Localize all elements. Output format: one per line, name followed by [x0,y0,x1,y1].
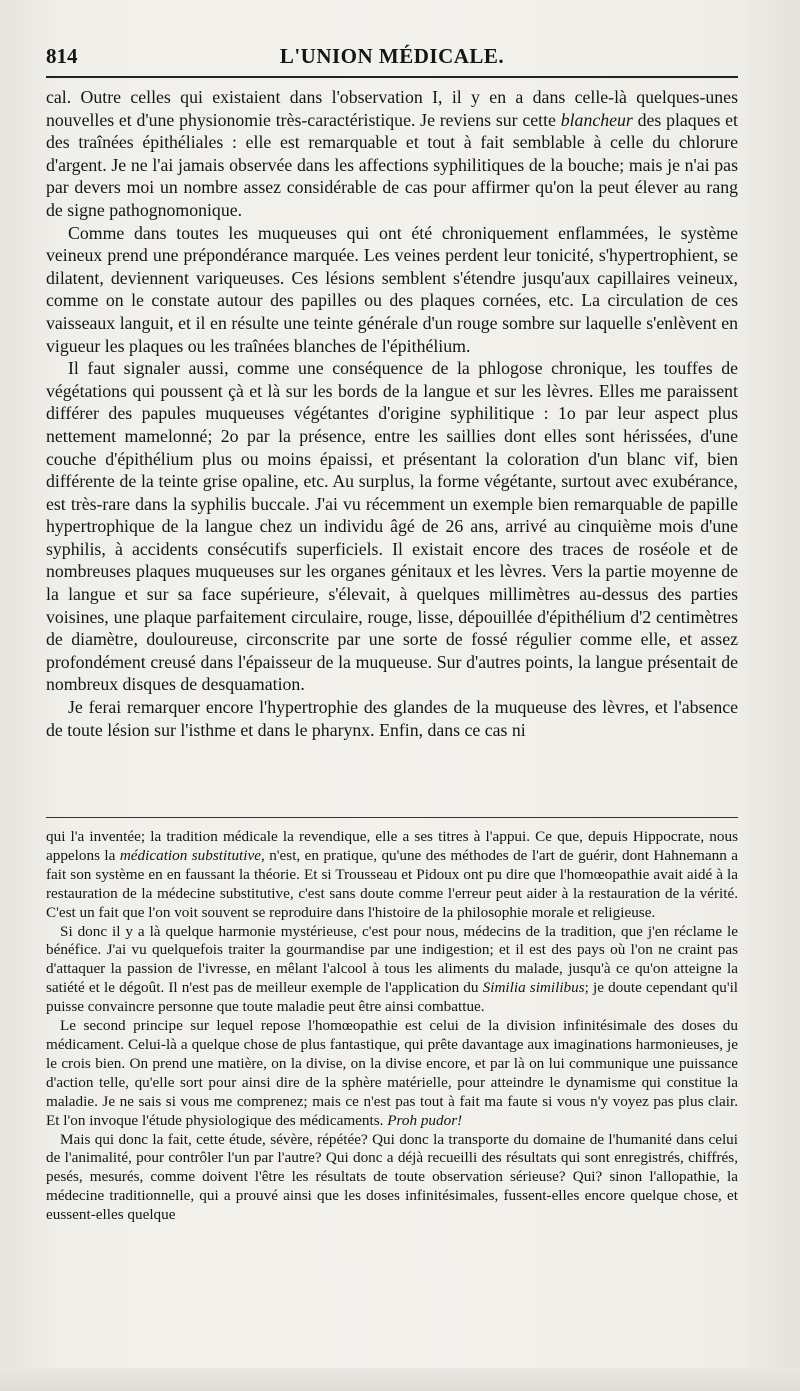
italic-term: Similia similibus [482,979,585,997]
italic-term: médication substitutive [119,846,261,864]
footnote-paragraph: Mais qui donc la fait, cette étude, sévère, répétée? Qui donc la transporte du domaine de l'humanité dans celui de l'animalité, pour contrôler l'un par l'autre? Qui donc a déjà recueilli des résultats qui sont enregistrés, chiffrés, pesés, mesurés, comme doivent l'être les résultats de toute observation sérieuse? Qui? sinon l'allopathie, la médecine traditionnelle, qui a prouvé ainsi que les doses infinitésimales, fussent-elles encore quelque chose, et eussent-elles quelque [46,1130,738,1224]
footnote-paragraph: Le second principe sur lequel repose l'homœopathie est celui de la division infinitésimale des doses du médicament. Celui-là a quelque chose de plus fantastique, qui prête davantage aux imaginations harmonieuses, je le crois bien. On prend une matière, on la divise, on la divise encore, et par là on lui communique une puissance d'action telle, qu'elle sort pour ainsi dire de la sphère matérielle, pour atteindre le dynamisme qui constitue la maladie. Je ne sais si vous me comprenez; mais ce n'est pas tout à fait ma faute si vous n'y voyez pas plus clair. Et l'on invoque l'étude physiologique des médicaments. Proh pudor! [46,1017,738,1129]
page-bottom-edge [0,1368,800,1391]
footnote-rule [46,817,738,818]
page-header [46,38,738,72]
body-paragraph: Comme dans toutes les muqueuses qui ont été chroniquement enflammées, le système veineux prend une prépondérance marquée. Les veines perdent leur tonicité, s'hypertrophient, se dilatent, deviennent variqueuses. Ces lésions semblent s'étendre jusqu'aux capillaires veineux, comme on le constate autour des papilles ou des plaques cornées, etc. La circulation de ces vaisseaux languit, et il en résulte une teinte générale d'un rouge sombre sur laquelle s'enlèvent en vigueur les plaques ou les traînées blanches de l'épithélium. [46,222,738,356]
running-head: L'UNION MÉDICALE. [279,44,505,68]
body-paragraph: Je ferai remarquer encore l'hypertrophie des glandes de la muqueuse des lèvres, et l'absence de toute lésion sur l'isthme et dans le pharynx. Enfin, dans ce cas ni [46,697,738,740]
italic-term: blancheur [560,109,633,130]
page-number: 814 [46,44,78,68]
footnote [46,828,738,1225]
footnote-paragraph: Si donc il y a là quelque harmonie mystérieuse, c'est pour nous, médecins de la tradition, que j'en réclame le bénéfice. J'ai vu quelquefois traiter la gourmandise par une indigestion; et il est des pays où l'on ne craint pas d'attaquer la passion de l'ivresse, en mêlant l'alcool à tous les aliments du malade, jusqu'à ce qu'on atteigne la satiété et le dégoût. Il n'est pas de meilleur exemple de l'application du Similia similibus; je doute cependant qu'il puisse convaincre personne que toute maladie peut être ainsi combattue. [46,922,739,1016]
footnote-paragraph: qui l'a inventée; la tradition médicale la revendique, elle a ses titres à l'appui. Ce que, depuis Hippocrate, nous appelons la médication substitutive, n'est, en pratique, qu'une des méthodes de l'art de guérir, dont Hahnemann a fait son système en en faussant la théorie. Et si Trousseau et Pidoux ont pu dire que l'homœopathie avait aidé à la restauration de la médecine substitutive, c'est sans doute comme l'erreur peut aider à la restauration de la vérité. C'est un fait que l'on voit souvent se reproduire dans l'histoire de la philosophie morale et religieuse. [46,828,738,921]
main-text [46,86,738,741]
body-paragraph: Il faut signaler aussi, comme une conséquence de la phlogose chronique, les touffes de végétations qui poussent çà et là sur les bords de la langue et sur les lèvres. Elles me paraissent différer des papules muqueuses végétantes d'origine syphilitique : 1o par leur aspect plus nettement mamelonné; 2o par la présence, entre les saillies dont elles sont hérissées, d'une couche d'épithélium plus ou moins épaissi, et présentant la coloration d'un blanc vif, bien différente de la teinte grise opaline, etc. Au surplus, la forme végétante, surtout avec exubérance, est très-rare dans la syphilis buccale. J'ai vu récemment un exemple bien remarquable de papille hypertrophique de la langue chez un individu âgé de 26 ans, arrivé au cinquième mois d'une syphilis, à accidents consécutifs superficiels. Il existait encore des traces de roséole et de nombreuses plaques muqueuses sur les organes génitaux et les lèvres. Vers la partie moyenne de la langue et sur sa face supérieure, s'élevait, à quelques millimètres au-dessus des parties voisines, une plaque parfaitement circulaire, rouge, lisse, dépouillée d'épithélium d'2 centimètres de diamètre, douloureuse, circonscrite par une sorte de fossé régulier comme elle, et assez profondément creusé dans l'épaisseur de la muqueuse. Sur d'autres points, la langue présentait de nombreux disques de desquamation. [46,358,738,695]
header-rule [46,76,738,78]
body-paragraph: cal. Outre celles qui existaient dans l'observation I, il y en a dans celle-là quelques-unes nouvelles et d'une physionomie très-caractéristique. Je reviens sur cette blancheur des plaques et des traînées épithéliales : elle est remarquable et tout à fait semblable à celle du chlorure d'argent. Je ne l'ai jamais observée dans les affections syphilitiques de la bouche; mais je n'ai pas par devers moi un nombre assez considérable de cas pour affirmer qu'on la peut élever au rang de signe pathognomonique. [46,87,738,220]
italic-term: Proh pudor! [387,1111,463,1129]
